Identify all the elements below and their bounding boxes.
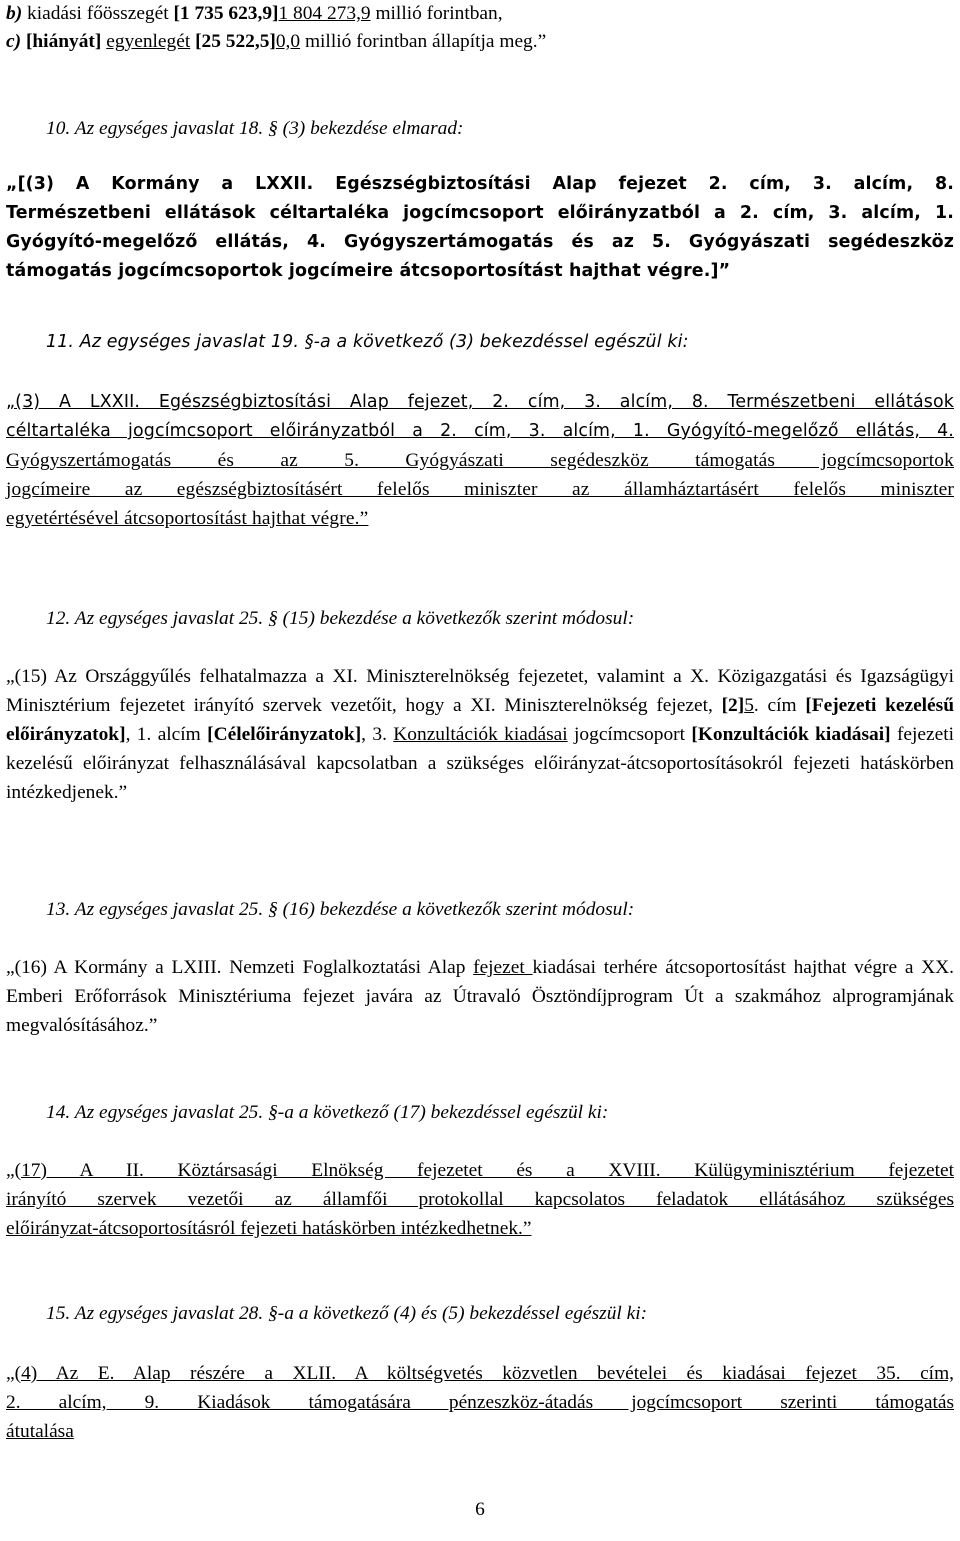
page-number: 6: [475, 1499, 485, 1520]
list-label-b: b): [6, 3, 23, 24]
amendment-heading-13: 13. Az egységes javaslat 25. § (16) bekezdése a következők szerint módosul:: [46, 899, 635, 920]
inserted-text: fejezet: [473, 957, 533, 978]
amendment-body-11: „(3) A LXXII. Egészségbiztosítási Alap fejezet, 2. cím, 3. alcím, 8. Természetbeni ellátások céltartaléka jogcímcsoport előirányzatból a 2. cím, 3. alcím, 1. Gyógyító-megelőző ellátás, 4. Gyógyszertámogatás és az 5. Gyógyászati segédeszköz támogatás jogcímcsoportok jogcímeire az egészségbiztosításért felelős miniszter az államháztartásért felelős miniszter egyetértésével átcsoportosítást hajthat végre.”: [6, 392, 954, 529]
amendment-body-14: „(17) A II. Köztársasági Elnökség fejezetet és a XVIII. Külügyminisztérium fejezetet irányító szervek vezetői az államfői protokollal kapcsolatos feladatok ellátásához szükséges előirányzat-átcsoportosításról fejezeti hatáskörben intézkedhetnek.”: [6, 1160, 954, 1239]
amendment-heading-11: 11. Az egységes javaslat 19. §-a a következő (3) bekezdéssel egészül ki:: [46, 332, 689, 352]
list-label-c: c): [6, 31, 22, 52]
amendment-heading-10: 10. Az egységes javaslat 18. § (3) bekezdése elmarad:: [46, 118, 464, 139]
intro-line-b: b) kiadási főösszegét [1 735 623,9]1 804 273,9 millió forintban,: [6, 3, 503, 24]
inserted-text: 5: [744, 695, 754, 716]
struck-text: [Konzultációk kiadásai]: [691, 724, 891, 745]
amendment-heading-12: 12. Az egységes javaslat 25. § (15) bekezdése a következők szerint módosul:: [46, 608, 635, 629]
struck-amount-2: [25 522,5]: [195, 31, 276, 52]
inserted-word: egyenlegét: [106, 31, 191, 52]
intro-line-c: c) [hiányát] egyenlegét [25 522,5]0,0 millió forintban állapítja meg.”: [6, 31, 547, 52]
inserted-text: Konzultációk kiadásai: [393, 724, 568, 745]
struck-word: [hiányát]: [25, 31, 102, 52]
struck-text: [Fejezeti kezelésű előirányzatok]: [6, 695, 954, 745]
struck-amount: [1 735 623,9]: [173, 3, 279, 24]
amendment-heading-15: 15. Az egységes javaslat 28. §-a a következő (4) és (5) bekezdéssel egészül ki:: [46, 1303, 648, 1324]
struck-text: [Célelőirányzatok]: [207, 724, 362, 745]
inserted-amount: 1 804 273,9: [278, 3, 371, 24]
amendment-body-12: „(15) Az Országgyűlés felhatalmazza a XI. Miniszterelnökség fejezetet, valamint a X. Közigazgatási és Igazságügyi Minisztérium fejezetet irányító szervek vezetőit, hogy a XI. Miniszterelnökség fejezet, [2]5. cím [Fejezeti kezelésű előirányzatok], 1. alcím [Célelőirányzatok], 3. Konzultációk kiadásai jogcímcsoport [Konzultációk kiadásai] fejezeti kezelésű előirányzat felhasználásával kapcsolatban a szükséges előirányzat-átcsoportosításokról fejezeti hatáskörben intézkedjenek.”: [6, 666, 955, 803]
amendment-body-13: „(16) A Kormány a LXIII. Nemzeti Foglalkoztatási Alap fejezet kiadásai terhére átcsoportosítást hajthat végre a XX. Emberi Erőforrások Minisztériuma fejezet javára az Útravaló Ösztöndíjprogram Út a szakmához alprogramjának megvalósításához.”: [6, 957, 954, 1036]
amendment-heading-14: 14. Az egységes javaslat 25. §-a a következő (17) bekezdéssel egészül ki:: [46, 1102, 609, 1123]
amendment-body-15: „(4) Az E. Alap részére a XLII. A költségvetés közvetlen bevételei és kiadásai fejezet 35. cím, 2. alcím, 9. Kiadások támogatására pénzeszköz-átadás jogcímcsoport szerinti támogatás átutalása: [6, 1363, 954, 1442]
inserted-amount-2: 0,0: [275, 31, 301, 52]
struck-text: [2]: [721, 695, 745, 716]
amendment-body-10: „[(3) A Kormány a LXXII. Egészségbiztosítási Alap fejezet 2. cím, 3. alcím, 8. Természetbeni ellátások céltartaléka jogcímcsoport előirányzatból a 2. cím, 3. alcím, 1. Gyógyító-megelőző ellátás, 4. Gyógyszertámogatás és az 5. Gyógyászati segédeszköz támogatás jogcímcsoportok jogcímeire átcsoportosítást hajthat végre.]”: [6, 174, 954, 281]
